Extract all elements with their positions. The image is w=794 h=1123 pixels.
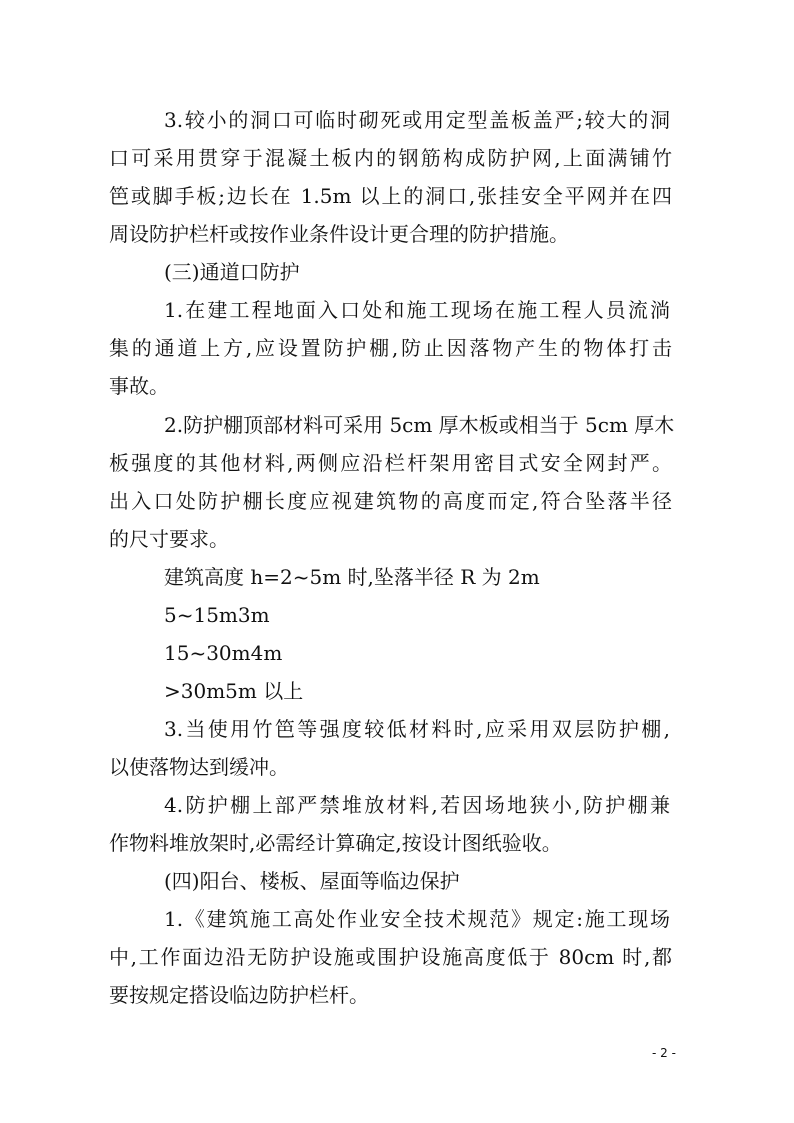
paragraph-line: 建筑高度 h=2~5m 时,坠落半径 R 为 2m (164, 565, 540, 589)
section-heading: (三)通道口防护 (164, 260, 300, 284)
paragraph-line: 周设防护栏杆或按作业条件设计更合理的防护措施。 (109, 222, 569, 246)
paragraph-line: 笆或脚手板;边长在 1.5m 以上的洞口,张挂安全平网并在四 (109, 184, 672, 208)
paragraph-line: 15~30m4m (164, 641, 283, 665)
paragraph-line: 1.《建筑施工高处作业安全技术规范》规定:施工现场 (164, 907, 670, 931)
paragraph-line: 出入口处防护棚长度应视建筑物的高度而定,符合坠落半径 (109, 489, 672, 513)
paragraph-line: 集的通道上方,应设置防护棚,防止因落物产生的物体打击 (109, 336, 672, 360)
paragraph-line: 事故。 (109, 374, 169, 398)
paragraph-line: 2.防护棚顶部材料可采用 5cm 厚木板或相当于 5cm 厚木 (164, 413, 675, 437)
paragraph-line: 4.防护棚上部严禁堆放材料,若因场地狭小,防护棚兼 (164, 793, 670, 817)
paragraph-line: 3.当使用竹笆等强度较低材料时,应采用双层防护棚, (164, 717, 670, 741)
paragraph-line: 中,工作面边沿无防护设施或围护设施高度低于 80cm 时,都 (109, 945, 672, 969)
paragraph-line: 3.较小的洞口可临时砌死或用定型盖板盖严;较大的洞 (164, 108, 670, 132)
paragraph-line: 口可采用贯穿于混凝土板内的钢筋构成防护网,上面满铺竹 (109, 146, 672, 170)
paragraph-line: 要按规定搭设临边防护栏杆。 (109, 983, 369, 1007)
page-number: - 2 - (652, 1046, 676, 1060)
paragraph-line: 作物料堆放架时,必需经计算确定,按设计图纸验收。 (109, 831, 562, 855)
paragraph-line: >30m5m 以上 (164, 679, 304, 703)
paragraph-line: 5~15m3m (164, 603, 270, 627)
paragraph-line: 1.在建工程地面入口处和施工现场在施工程人员流淌 (164, 298, 670, 322)
paragraph-line: 板强度的其他材料,两侧应沿栏杆架用密目式安全网封严。 (109, 451, 672, 475)
paragraph-line: 以使落物达到缓冲。 (109, 755, 289, 779)
paragraph-line: 的尺寸要求。 (109, 527, 229, 551)
section-heading: (四)阳台、楼板、屋面等临边保护 (164, 869, 460, 893)
